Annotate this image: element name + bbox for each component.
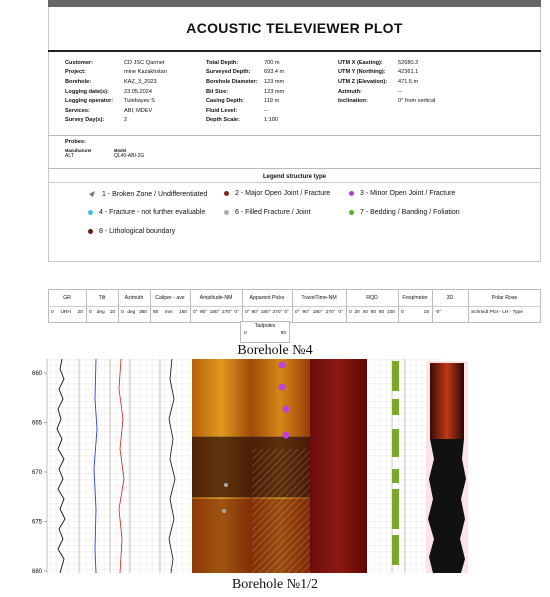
info-row [338, 96, 435, 106]
info-value: 0° from vertical [398, 98, 436, 105]
info-label: Borehole: [65, 78, 92, 85]
track-separator [150, 289, 151, 323]
info-row [65, 68, 167, 78]
track-scale-value: 180° [209, 310, 220, 315]
info-value: CD JSC Qarmet [124, 59, 165, 66]
legend-label: 1 - Broken Zone / Undifferentiated [102, 190, 208, 198]
track-scale-value: 90° [302, 310, 310, 315]
track-scale-value: 10 [109, 310, 115, 315]
track-scale-value: 0° [284, 310, 289, 315]
track-scale-value: 0 [89, 310, 92, 315]
info-value: 123 mm [264, 78, 285, 85]
info-label: Casing Depth: [206, 98, 244, 105]
title-divider [48, 50, 541, 52]
info-label: Depth Scale: [206, 117, 240, 124]
info-row [206, 96, 284, 106]
frequency-bar [392, 489, 399, 529]
track-scale-value: 360 [138, 310, 147, 315]
track-scale-value: 0 [401, 310, 404, 315]
header-top-bar [48, 0, 541, 7]
info-row [206, 58, 284, 68]
section-divider [48, 135, 541, 136]
track-separator [292, 289, 293, 323]
info-label: Services: [65, 107, 90, 114]
track-name: Caliper - ave [155, 295, 185, 301]
track-scale-value: 180° [260, 310, 271, 315]
track-scale-value: 0° [245, 310, 250, 315]
track-scale-value: URH [60, 310, 71, 315]
legend-label: 3 - Minor Open Joint / Fracture [360, 190, 456, 197]
track-column [292, 289, 346, 323]
info-label: Logging operator: [65, 98, 114, 105]
track-column [398, 289, 432, 323]
track-scale-value: 180° [312, 310, 323, 315]
frequency-bar [392, 399, 399, 415]
broken-zone-icon [88, 190, 96, 198]
track-name: Tilt [98, 295, 106, 301]
track-column [432, 289, 468, 323]
track-scale-value: 160 [178, 310, 187, 315]
legend-item [88, 209, 205, 216]
track-scale-value: 15 [423, 310, 429, 315]
fracture-pick [224, 483, 228, 487]
track-name: Amplitude-NM [199, 295, 233, 301]
televiewer-log [20, 359, 480, 573]
probes-title: Probes: [65, 139, 86, 145]
fracture-pick [222, 509, 226, 513]
info-row [65, 116, 167, 126]
legend-label: 8 - Lithological boundary [99, 228, 176, 235]
info-row [65, 58, 167, 68]
info-row [206, 87, 284, 97]
probe-manufacturer-label: Manufacturer [65, 148, 92, 153]
legend-title: Legend structure type [262, 174, 326, 180]
section-divider [48, 168, 541, 169]
depth-track [20, 359, 47, 573]
probe-model-label: Model [114, 148, 127, 153]
track-scale-value: 0° [295, 310, 300, 315]
fracture-pick [279, 362, 286, 369]
probe-model: QL40-ABI-2G [114, 153, 145, 159]
track-name: TravelTime-NM [301, 295, 337, 301]
info-row [206, 68, 284, 78]
track-scale-value: mm [164, 310, 173, 315]
tadpoles-min: 0 [244, 331, 247, 336]
track-scale-value: 270° [222, 310, 232, 315]
info-label: Inclination: [338, 98, 368, 105]
legend-label: 6 - Filled Fracture / Joint [235, 209, 311, 216]
info-label: Borehole Diameter: [206, 78, 258, 85]
track-separator [398, 289, 399, 323]
info-column-3 [338, 58, 435, 106]
info-label: UTM Y (Northing): [338, 69, 386, 76]
track-scale-value: 60 [370, 310, 377, 315]
track-scale-value: 0° [338, 310, 343, 315]
info-label: Survey Day(s): [65, 117, 105, 124]
track-scale-value: 270° [272, 310, 283, 315]
frequency-bar [392, 469, 399, 483]
tadpoles-title: Tadpoles [254, 323, 276, 329]
track-separator [346, 289, 347, 323]
track-scale-value: 0 [121, 310, 124, 315]
track-name: Freq/meter [402, 295, 428, 301]
info-value: -- [264, 107, 268, 114]
info-column-2 [206, 58, 284, 125]
info-value: 123 mm [264, 88, 285, 95]
depth-label: 660 [31, 371, 42, 377]
fracture-icon [88, 210, 93, 215]
track-scale-value: deg [96, 310, 105, 315]
track-scale-value: Schmidt Plot - LH - Type [471, 310, 523, 315]
track-scale-value: deg [127, 310, 136, 315]
track-separator [242, 289, 243, 323]
track-name: Azimuth [124, 295, 144, 301]
depth-label: 670 [31, 470, 42, 476]
track-column [242, 289, 292, 323]
minor-joint-icon [349, 191, 354, 196]
info-value: 2 [124, 117, 128, 124]
info-value: 693.4 m [264, 69, 285, 76]
major-joint-icon [224, 191, 229, 196]
track-name: GR [63, 295, 71, 301]
info-row [338, 68, 435, 78]
caption-borehole-4: Borehole №4 [237, 343, 313, 358]
track-separator [190, 289, 191, 323]
info-label: Surveyed Depth: [206, 69, 251, 76]
info-row [65, 96, 167, 106]
info-value: Tulebayev S [124, 98, 155, 105]
fracture-pick [279, 384, 286, 391]
track-column [346, 289, 398, 323]
traveltime-image [310, 359, 367, 573]
tadpoles-max: 90 [280, 331, 286, 336]
bedding-icon [349, 210, 354, 215]
track-column [118, 289, 150, 323]
header-panel [48, 0, 541, 262]
info-label: Fluid Level: [206, 107, 238, 114]
track-column [150, 289, 190, 323]
info-value: 52680.2 [398, 59, 419, 66]
track-scale-value: 80 [378, 310, 385, 315]
legend-item [224, 209, 310, 216]
track-column [190, 289, 242, 323]
track-name: 3D [446, 295, 454, 301]
lithology-icon [88, 229, 93, 234]
track-scale-value: 90° [251, 310, 259, 315]
probe-manufacturer: ALT [65, 153, 74, 159]
info-value: 471.5 m [398, 78, 419, 85]
legend-item [224, 190, 330, 197]
info-value: mine Kazakhstan [124, 69, 167, 76]
track-scale-value: 20 [354, 310, 360, 315]
fracture-pick [283, 406, 290, 413]
track-column [48, 289, 86, 323]
track-scale-value: 40 [362, 310, 368, 315]
track-scale-value: 0° [193, 310, 198, 315]
info-label: Azimuth: [338, 88, 362, 95]
track-name: Apparent Picks [249, 295, 285, 301]
info-value: 23.05.2024 [124, 88, 152, 95]
info-label: UTM X (Easting): [338, 59, 383, 66]
info-label: Bit Size: [206, 88, 229, 95]
info-value: 700 m [264, 59, 280, 66]
legend-item [349, 190, 455, 197]
info-label: Project: [65, 69, 86, 76]
legend-label: 4 - Fracture - not further evaluable [99, 209, 206, 216]
frequency-bar [392, 361, 399, 391]
track-scale-value: 90° [200, 310, 208, 315]
info-column-1 [65, 58, 167, 125]
track-column [86, 289, 118, 323]
track-scale-value: 270° [325, 310, 336, 315]
info-value: 1:100 [264, 117, 278, 124]
legend-divider [48, 182, 541, 183]
track-separator [432, 289, 433, 323]
info-row [338, 87, 435, 97]
info-label: Logging date(s): [65, 88, 109, 95]
legend-label: 2 - Major Open Joint / Fracture [235, 190, 331, 197]
info-label: UTM Z (Elevation): [338, 78, 388, 85]
info-row [338, 58, 435, 68]
info-value: 42361.1 [398, 69, 419, 76]
info-label: Customer: [65, 59, 93, 66]
track-scale-value: 80 [153, 310, 159, 315]
plot-title: ACOUSTIC TELEVIEWER PLOT [186, 20, 403, 36]
depth-label: 680 [31, 569, 42, 573]
info-row [338, 77, 435, 87]
frequency-bar [392, 429, 399, 457]
info-row [65, 87, 167, 97]
tadpoles-track-header [240, 321, 290, 343]
legend-item [88, 190, 207, 198]
info-row [206, 116, 284, 126]
frequency-bar [392, 535, 399, 565]
track-scale-value: 20 [77, 310, 83, 315]
caption-borehole-1-2: Borehole №1/2 [231, 577, 319, 592]
3d-borehole-view [426, 361, 468, 573]
info-row [65, 106, 167, 116]
info-row [65, 77, 167, 87]
depth-label: 665 [31, 420, 42, 427]
track-name: RQD [366, 295, 378, 301]
track-separator [468, 289, 469, 323]
legend-item [349, 209, 460, 216]
track-separator [118, 289, 119, 323]
legend-label: 7 - Bedding / Banding / Foliation [360, 209, 460, 216]
track-name: Polar Rose [491, 295, 518, 301]
curve-tracks-grid [47, 359, 190, 573]
legend-item [88, 228, 175, 235]
info-row [206, 106, 284, 116]
info-value: KAZ_3_2023 [124, 78, 157, 85]
info-value: 119 m [264, 98, 280, 105]
track-scale-value: 100 [386, 310, 395, 315]
track-separator [86, 289, 87, 323]
amplitude-image [192, 359, 310, 573]
info-label: Total Depth: [206, 59, 239, 66]
info-row [206, 77, 284, 87]
track-scale-value: 0 [51, 310, 54, 315]
track-scale-value: -0° [435, 310, 442, 315]
info-value: -- [398, 88, 402, 95]
depth-label: 675 [31, 519, 42, 526]
track-column [468, 289, 541, 323]
info-value: ABI, MDEV [124, 107, 153, 114]
track-scale-value: 0 [349, 310, 352, 315]
fracture-pick [283, 432, 290, 439]
filled-fracture-icon [224, 210, 229, 215]
track-scale-value: 0° [234, 310, 239, 315]
